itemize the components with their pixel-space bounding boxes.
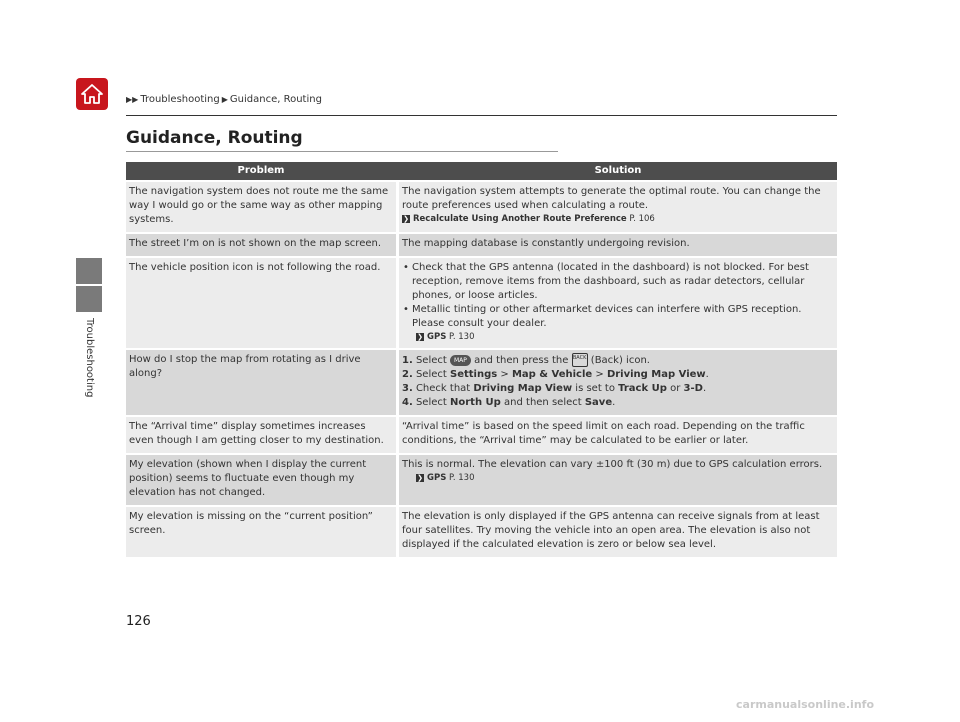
- table-row: [126, 234, 837, 256]
- step-number: 1.: [402, 355, 413, 366]
- bullet-item: • Check that the GPS antenna (located in the dashboard) is not blocked. For best reception, remove items from the dashboard, such as radar detectors, cellular phones, or loose articles.: [402, 261, 833, 303]
- header-divider: [126, 115, 837, 116]
- step-text: Select: [415, 369, 447, 380]
- problem-cell: How do I stop the map from rotating as I drive along?: [126, 350, 396, 415]
- ref-page: P. 130: [449, 473, 475, 483]
- step-text: and then press the: [474, 355, 569, 366]
- breadcrumb: [126, 94, 322, 105]
- solution-cell: The mapping database is constantly undergoing revision.: [399, 234, 837, 256]
- table-row: [126, 507, 837, 557]
- step-number: 4.: [402, 397, 413, 408]
- step-number: 2.: [402, 369, 413, 380]
- menu-keyword: North Up: [450, 397, 501, 408]
- problem-cell: The “Arrival time” display sometimes increases even though I am getting closer to my destination.: [126, 417, 396, 453]
- page-number: 126: [126, 614, 151, 629]
- cross-reference[interactable]: [402, 331, 833, 343]
- problem-cell: My elevation (shown when I display the current position) seems to fluctuate even though my elevation has not changed.: [126, 455, 396, 505]
- solution-cell: [399, 455, 837, 505]
- solution-text: This is normal. The elevation can vary ±100 ft (30 m) due to GPS calculation errors.: [402, 459, 823, 470]
- separator: >: [595, 369, 604, 380]
- troubleshooting-table: [126, 162, 837, 557]
- ref-arrow-icon: ❯: [403, 215, 409, 223]
- section-tab-active: [76, 286, 102, 312]
- page-title: Guidance, Routing: [126, 128, 303, 148]
- menu-keyword: Settings: [450, 369, 498, 380]
- home-icon: [80, 83, 104, 105]
- step-text: .: [702, 383, 707, 394]
- map-button-icon: [450, 355, 471, 366]
- cross-reference[interactable]: [402, 213, 833, 225]
- ref-page: P. 130: [449, 332, 475, 342]
- section-side-label: Troubleshooting: [84, 318, 95, 398]
- back-icon-label: BACK: [572, 355, 587, 361]
- problem-cell: My elevation is missing on the “current position” screen.: [126, 507, 396, 557]
- table-row: [126, 258, 837, 348]
- step-text: Check that: [415, 383, 471, 394]
- solution-cell: The elevation is only displayed if the GPS antenna can receive signals from at least four satellites. Try moving the vehicle into an open area. The elevation is also not displayed if the calculated elevation is zero or below sea level.: [399, 507, 837, 557]
- ref-page: P. 106: [629, 214, 655, 224]
- menu-keyword: Driving Map View: [606, 369, 706, 380]
- step-text: Select: [415, 355, 447, 366]
- map-button-label: MAP: [454, 356, 467, 364]
- bullet-item: • Metallic tinting or other aftermarket devices can interfere with GPS reception. Please consult your dealer.: [402, 303, 833, 331]
- step-text: Select: [415, 397, 447, 408]
- breadcrumb-arrow-icon: ▶: [221, 95, 228, 104]
- step-text: or: [670, 383, 681, 394]
- menu-keyword: Map & Vehicle: [511, 369, 593, 380]
- menu-keyword: Driving Map View: [473, 383, 573, 394]
- solution-cell: “Arrival time” is based on the speed limit on each road. Depending on the traffic conditions, the “Arrival time” may be calculated to be earlier or later.: [399, 417, 837, 453]
- ref-title: GPS: [427, 332, 447, 342]
- step-text: .: [612, 397, 616, 408]
- section-tab: [76, 258, 102, 284]
- header-problem: Problem: [237, 165, 285, 176]
- problem-cell: The navigation system does not route me the same way I would go or the same way as other mapping systems.: [126, 182, 396, 232]
- step-number: 3.: [402, 383, 413, 394]
- table-row: [126, 417, 837, 453]
- step-text: and then select: [504, 397, 582, 408]
- separator: >: [500, 369, 509, 380]
- problem-cell: The vehicle position icon is not following the road.: [126, 258, 396, 348]
- title-divider: [126, 151, 558, 152]
- home-button[interactable]: [76, 78, 108, 110]
- step-2: [402, 368, 833, 382]
- solution-cell: [399, 350, 837, 415]
- back-icon: [572, 353, 588, 367]
- table-row: [126, 455, 837, 505]
- table-row: [126, 182, 837, 232]
- breadcrumb-arrow-icon: ▶▶: [126, 95, 139, 104]
- menu-keyword: Track Up: [618, 383, 667, 394]
- menu-keyword: Save: [584, 397, 613, 408]
- header-solution: Solution: [594, 165, 642, 176]
- step-text: (Back) icon.: [590, 355, 650, 366]
- step-3: [402, 382, 833, 396]
- step-1: [402, 353, 833, 368]
- table-header: [126, 162, 837, 180]
- solution-text: The navigation system attempts to generate the optimal route. You can change the route preferences used when calculating a route.: [402, 186, 821, 211]
- step-text: .: [705, 369, 709, 380]
- step-4: [402, 396, 833, 410]
- solution-cell: [399, 182, 837, 232]
- step-text: is set to: [575, 383, 615, 394]
- cross-reference[interactable]: [402, 472, 833, 484]
- table-row: [126, 350, 837, 415]
- breadcrumb-guidance-routing[interactable]: Guidance, Routing: [229, 94, 322, 105]
- problem-cell: The street I’m on is not shown on the map screen.: [126, 234, 396, 256]
- breadcrumb-troubleshooting[interactable]: Troubleshooting: [140, 94, 220, 105]
- ref-title: GPS: [427, 473, 447, 483]
- solution-cell: [399, 258, 837, 348]
- ref-arrow-icon: ❯: [417, 333, 423, 341]
- ref-title: Recalculate Using Another Route Preference: [413, 214, 627, 224]
- menu-keyword: 3-D: [683, 383, 703, 394]
- ref-arrow-icon: ❯: [417, 474, 423, 482]
- watermark: carmanualsonline.info: [736, 698, 874, 711]
